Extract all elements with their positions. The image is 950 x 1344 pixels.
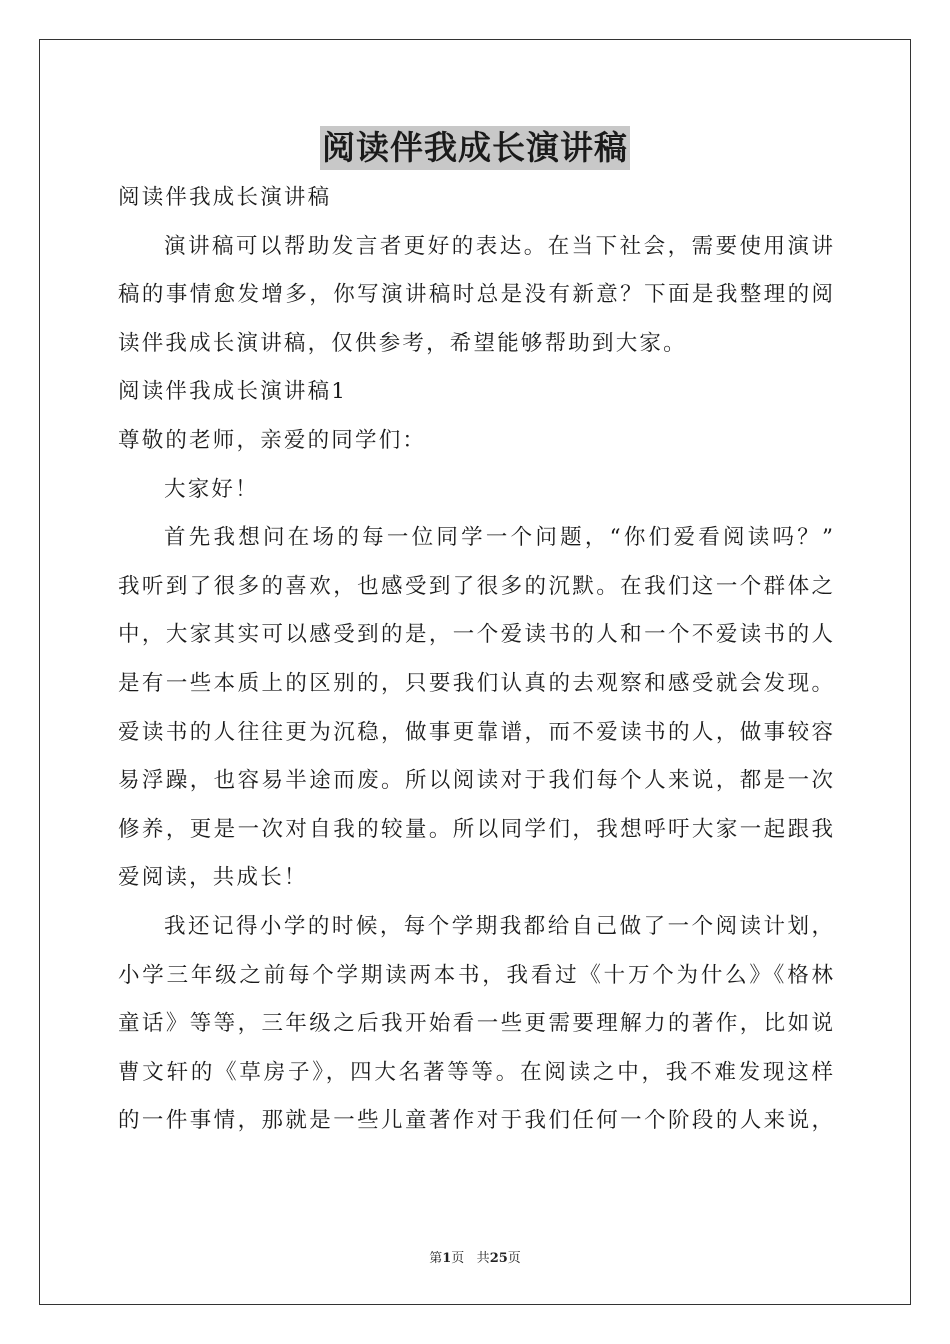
text-line: 易浮躁，也容易半途而废。所以阅读对于我们每个人来说，都是一次 [118,768,833,794]
page-suffix: 页 [451,1251,465,1266]
total-prefix: 共 [476,1251,490,1266]
total-pages: 25 [489,1251,508,1266]
document-title: 阅读伴我成长演讲稿 [320,126,630,170]
text-line: 爱阅读，共成长！ [118,865,308,891]
text-line: 童话》等等，三年级之后我开始看一些更需要理解力的著作，比如说 [118,1011,833,1037]
text-line: 阅读伴我成长演讲稿1 [118,379,348,405]
text-line: 阅读伴我成长演讲稿 [118,185,332,210]
text-line: 稿的事情愈发增多，你写演讲稿时总是没有新意？下面是我整理的阅 [118,282,833,308]
text-line: 大家好！ [164,476,259,502]
text-line: 演讲稿可以帮助发言者更好的表达。在当下社会，需要使用演讲 [164,233,833,259]
text-line: 的一件事情，那就是一些儿童著作对于我们任何一个阶段的人来说， [118,1108,833,1134]
text-line: 爱读书的人往往更为沉稳，做事更靠谱，而不爱读书的人，做事较容 [118,719,833,745]
total-suffix: 页 [507,1251,521,1266]
text-line: 我听到了很多的喜欢，也感受到了很多的沉默。在我们这一个群体之 [118,573,833,599]
page-footer [0,1247,950,1266]
text-line: 曹文轩的《草房子》，四大名著等等。在阅读之中，我不难发现这样 [118,1059,833,1085]
page-prefix: 第 [429,1251,443,1266]
document-title-block [0,126,950,170]
text-line: 尊敬的老师，亲爱的同学们： [118,427,427,453]
text-line: 首先我想问在场的每一位同学一个问题，“你们爱看阅读吗？” [164,525,833,551]
text-line: 小学三年级之前每个学期读两本书，我看过《十万个为什么》《格林 [118,962,833,988]
text-line: 中，大家其实可以感受到的是，一个爱读书的人和一个不爱读书的人 [118,622,833,648]
text-line: 我还记得小学的时候，每个学期我都给自己做了一个阅读计划， [164,913,833,939]
text-line: 修养，更是一次对自我的较量。所以同学们，我想呼吁大家一起跟我 [118,816,833,842]
text-line: 是有一些本质上的区别的，只要我们认真的去观察和感受就会发现。 [118,670,833,696]
text-line: 读伴我成长演讲稿，仅供参考，希望能够帮助到大家。 [118,330,687,356]
page-number: 1 [442,1251,452,1266]
document-body [118,174,833,1146]
